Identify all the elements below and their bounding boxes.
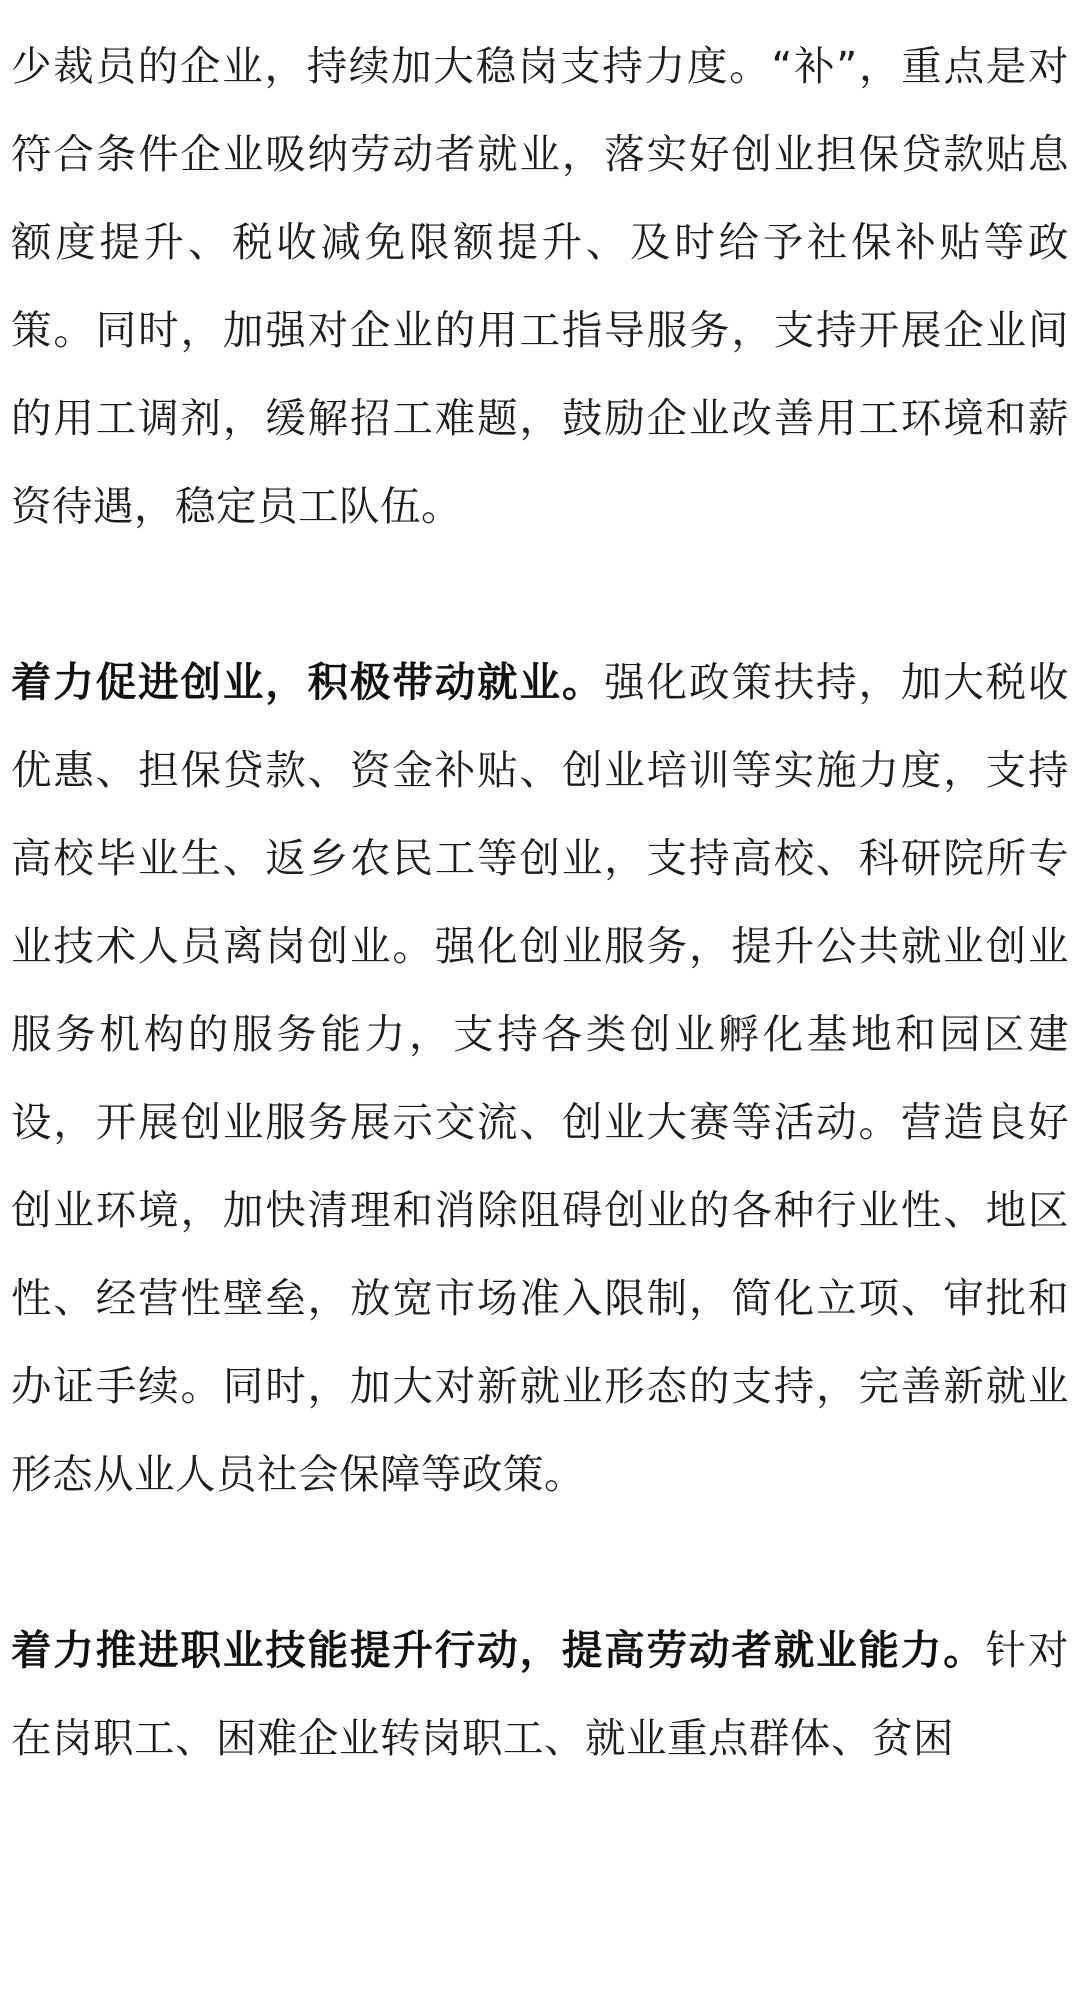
- paragraph-text: 强化政策扶持，加大税收优惠、担保贷款、资金补贴、创业培训等实施力度，支持高校毕业生、返乡农民工等创业，支持高校、科研院所专业技术人员离岗创业。强化创业服务，提升公共就业创业服务机构的服务能力，支持各类创业孵化基地和园区建设，开展创业服务展示交流、创业大赛等活动。营造良好创业环境，加快清理和消除阻碍创业的各种行业性、地区性、经营性壁垒，放宽市场准入限制，简化立项、审批和办证手续。同时，加大对新就业形态的支持，完善新就业形态从业人员社会保障等政策。: [11, 658, 1069, 1498]
- paragraph-stabilize-jobs: [11, 22, 1069, 550]
- paragraph-vocational-skills: [11, 1606, 1069, 1782]
- paragraph-text: 少裁员的企业，持续加大稳岗支持力度。“补”，重点是对符合条件企业吸纳劳动者就业，落实好创业担保贷款贴息额度提升、税收减免限额提升、及时给予社保补贴等政策。同时，加强对企业的用工指导服务，支持开展企业间的用工调剂，缓解招工难题，鼓励企业改善用工环境和薪资待遇，稳定员工队伍。: [11, 42, 1069, 530]
- paragraph-text: 针对在岗职工、困难企业转岗职工、就业重点群体、贫困: [11, 1626, 1069, 1762]
- paragraph-lead: 着力推进职业技能提升行动，提高劳动者就业能力。: [11, 1626, 986, 1674]
- paragraph-promote-entrepreneurship: [11, 638, 1069, 1518]
- article-body: [11, 0, 1069, 1782]
- paragraph-lead: 着力促进创业，积极带动就业。: [11, 658, 605, 706]
